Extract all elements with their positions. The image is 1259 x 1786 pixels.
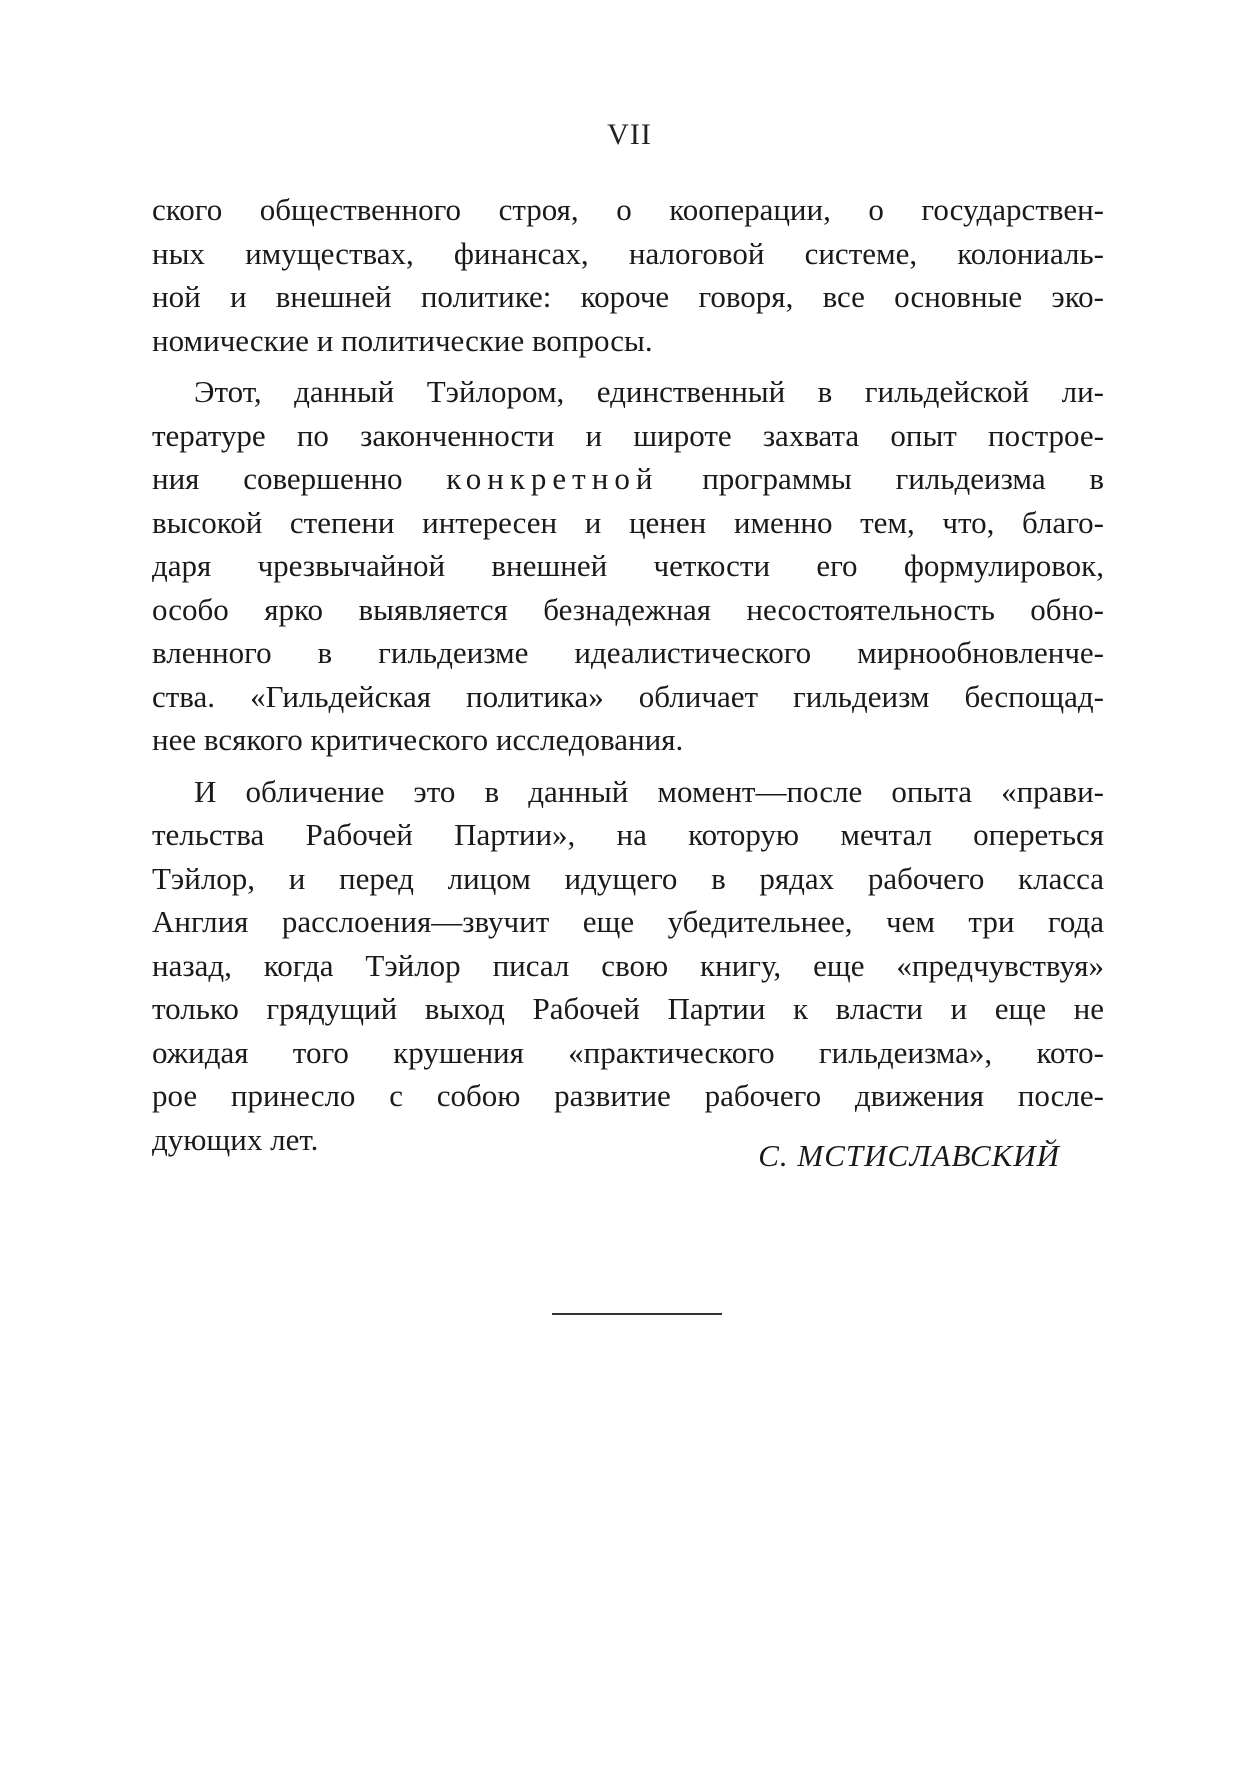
text-line: нее всякого критического исследования.	[152, 722, 684, 757]
text-line: только грядущий выход Рабочей Партии к власти и еще не	[152, 991, 1104, 1026]
text-line: Этот, данный Тэйлором, единственный в гильдейской ли-	[194, 374, 1104, 409]
paragraph-gap	[152, 762, 1104, 770]
text-line: ожидая того крушения «практического гильдеизма», кото-	[152, 1034, 1104, 1070]
page-number: VII	[607, 118, 652, 151]
text-line: высокой степени интересен и ценен именно тем, что, благо-	[152, 504, 1104, 540]
text-line: ной и внешней политике: короче говоря, все основные эко-	[152, 279, 1104, 314]
text-line: тельства Рабочей Партии», на которую мечтал опереться	[152, 817, 1104, 852]
text-line-with-emphasis	[152, 457, 1104, 501]
text-line: номические и политические вопросы.	[152, 322, 653, 358]
text-line: ных имуществах, финансах, налоговой системе, колониаль-	[152, 235, 1104, 271]
text-fragment: программы гильдеизма в	[702, 461, 1104, 496]
paragraph-gap	[152, 362, 1104, 370]
text-line: ства. «Гильдейская политика» обличает гильдеизм беспощад-	[152, 678, 1104, 714]
text-line: вленного в гильдеизме идеалистического мирнообновленче-	[152, 635, 1104, 670]
text-line: И обличение это в данный момент—после опыта «прави-	[194, 773, 1104, 809]
text-line: Тэйлор, и перед лицом идущего в рядах рабочего класса	[152, 860, 1104, 896]
text-line: тературе по законченности и широте захвата опыт построе-	[152, 417, 1104, 453]
spaced-emphasis-word: конкретной	[446, 461, 659, 496]
text-fragment: ния совершенно	[152, 461, 403, 496]
text-line: дующих лет.	[152, 1121, 319, 1157]
text-line: особо ярко выявляется безнадежная несостоятельность обно-	[152, 591, 1104, 627]
text-line: рое принесло с собою развитие рабочего движения после-	[152, 1078, 1104, 1113]
author-signature: С. МСТИСЛАВСКИЙ	[758, 1138, 1060, 1173]
text-line: Англия расслоения—звучит еще убедительнее, чем три года	[152, 904, 1104, 939]
section-end-rule	[552, 1313, 722, 1315]
text-line: даря чрезвычайной внешней четкости его формулировок,	[152, 548, 1104, 583]
text-line: ского общественного строя, о кооперации, о государствен-	[152, 192, 1104, 227]
body-text	[152, 188, 1104, 1161]
text-line: назад, когда Тэйлор писал свою книгу, еще «предчувствуя»	[152, 947, 1104, 983]
